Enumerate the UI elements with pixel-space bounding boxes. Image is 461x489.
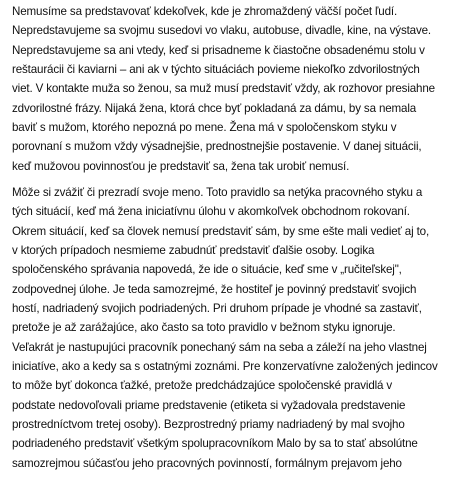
text-line: Nepredstavujeme sa svojmu susedovi vo vlaku, autobuse, divadle, kine, na výstave. (12, 24, 431, 38)
paragraph-2 (12, 183, 438, 473)
text-line: Nepredstavujeme sa ani vtedy, keď si prisadneme k čiastočne obsadenému stolu v (12, 43, 425, 57)
text-line: podriadeného predstaviť všetkým spolupracovníkom Malo by sa to stať absolútne (12, 437, 418, 451)
text-line: Môže si zvážiť či prezradí svoje meno. Toto pravidlo sa netýka pracovného styku a (12, 186, 423, 199)
text-line: tých situácií, keď má žena iniciatívnu úlohu v akomkoľvek obchodnom rokovaní. (12, 205, 410, 219)
text-line: zodpovednej úlohe. Je teda samozrejmé, že hostiteľ je povinný predstaviť svojich (12, 282, 417, 296)
text-line: baviť s mužom, ktorého nepozná po mene. Žena má v spoločenskom styku v (12, 121, 397, 135)
text-line: podstate nedovoľovali priame predstavenie (etiketa si vyžadovala predstavenie (12, 398, 406, 412)
text-line: v ktorých prípadoch nesmieme zabudnúť predstaviť ďalšie osoby. Logika (12, 244, 375, 258)
text-line: hostí, nadriadený svojich podriadených. Pri druhom prípade je vhodné sa zastaviť, (12, 302, 422, 316)
paragraph-1 (12, 2, 435, 176)
text-line: porovnaní s mužom vždy výsadnejšie, prednostnejšie postavenie. V danej situácii, (12, 140, 422, 154)
text-line: zdvorilostné frázy. Nijaká žena, ktorá chce byť pokladaná za dámu, by sa nemala (12, 101, 417, 115)
text-line: to môže byť dokonca ťažké, pretože predchádzajúce spoločenské pravidlá v (12, 379, 393, 393)
text-line: iniciatíve, ako a kedy sa s ostatnými zoznámi. Pre konzervatívne založených jedincov (12, 360, 438, 374)
text-line: Veľakrát je nastupujúci pracovník ponechaný sám na seba a záleží na jeho vlastnej (12, 340, 427, 354)
text-line: Nemusíme sa predstavovať kdekoľvek, kde je zhromaždený väčší počet ľudí. (12, 5, 398, 18)
text-line: viet. V kontakte muža so ženou, sa muž musí predstaviť vždy, ak rozhovor presiahne (12, 82, 435, 96)
text-line: prostredníctvom tretej osoby). Bezprostredný priamy nadriadený by mal svojho (12, 418, 405, 432)
text-line: reštaurácii či kaviarni – ani ak v týchto situáciách povieme niekoľko zdvorilostných (12, 63, 420, 77)
text-line: spoločenského správania napovedá, že ide o situácie, keď sme v „ručiteľskej", (12, 263, 402, 277)
text-line: keď mužovou povinnosťou je predstaviť sa, žena tak urobiť nemusí. (12, 159, 350, 173)
text-line: samozrejmou súčasťou jeho pracovných povinností, formálnym prejavom jeho (12, 456, 402, 470)
text-line: pretože je až zarážajúce, ako často sa toto pravidlo v bežnom styku ignoruje. (12, 321, 396, 335)
text-line: Okrem situácií, keď sa človek nemusí predstaviť sám, by sme ešte mali vedieť aj to, (12, 224, 430, 238)
